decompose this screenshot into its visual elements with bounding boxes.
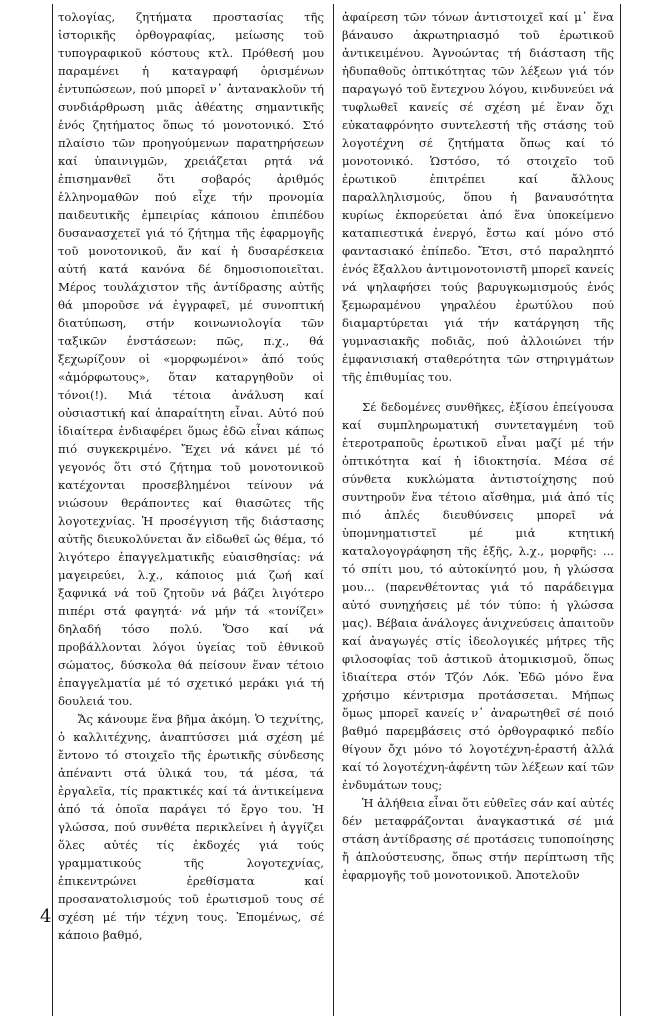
right-column-rule bbox=[620, 4, 621, 1016]
right-text-column bbox=[342, 8, 614, 1012]
left-column-rule bbox=[52, 4, 53, 1016]
left-text-column bbox=[58, 8, 324, 1012]
left-paragraph-1: τολογίας, ζητήματα προστασίας τῆς ἱστορικῆς ὀρθογραφίας, μείωσης τοῦ τυπογραφικοῦ κόστους κτλ. Πρόθεσή μου παραμένει ἡ καταγραφή ὁρισμένων ἐντυπώσεων, πού μπορεῖ ν᾽ ἀντανακλοῦν τή συνδιάρθρωση μιᾶς ἀθέατης σημαντικῆς ἑνός ζητήματος ὅπως τό μονοτονικό. Στό πλαίσιο τῶν προηγούμενων παρατηρήσεων καί ὑπαινιγμῶν, χρειάζεται ρητά νά ἐπισημανθεῖ ὅτι σοβαρός ἀριθμός ἑλληνομαθῶν πού εἶχε τήν προνομία παιδευτικῆς ἐμπειρίας κάποιου ἐπιπέδου δυσανασχετεῖ γιά τό ζήτημα τῆς ἐφαρμογῆς τοῦ μονοτονικοῦ, ἄν καί ἡ δυσαρέσκεια αὐτή κατά κανόνα δέ δημοσιοποιεῖται. Μέρος τουλάχιστον τῆς ἀντίδρασης αὐτῆς θά μποροῦσε νά ἐγγραφεῖ, μέ συνοπτική διατύπωση, στήν κοινωνιολογία τῶν ταξικῶν ἐνστάσεων: πῶς, π.χ., θά ξεχωρίζουν οἱ «μορφωμένοι» ἀπό τούς «ἀμόρφωτους», ὅταν καταργηθοῦν οἱ τόνοι(!). Μιά τέτοια ἀνάλυση καί οὐσιαστική καί ἀπαραίτητη εἶναι. Αὐτό πού ἰδιαίτερα ἐνδιαφέρει ὅμως ἐδῶ εἶναι κάπως πιό συγκεκριμένο. Ἔχει νά κάνει μέ τό γεγονός ὅτι στό ζήτημα τοῦ μονοτονικοῦ κατέχονται προσεβλημένοι τείνουν νά νιώσουν θεράποντες καί θιασῶτες τῆς λογοτεχνίας. Ἡ προσέγγιση τῆς διάστασης αὐτῆς διευκολύνεται ἄν εἰδωθεῖ ὡς θέμα, τό λιγότερο ἐπαγγελματικῆς εὐαισθησίας: νά μαγειρεύει, λ.χ., κάποιος μιά ζωή καί ξαφνικά νά τοῦ ζητοῦν νά βάζει λιγότερο πιπέρι στά φαγητά· νά μήν τά «τονίζει» δηλαδή τόσο πολύ. Ὅσο καί νά προβάλλονται λόγοι ὑγείας τοῦ ἐθνικοῦ σώματος, δύσκολα θά πείσουν ἕναν τέτοιο ἐπαγγελματία μέ τό σχετικό μεράκι γιά τή δουλειά του. bbox=[58, 10, 324, 708]
left-paragraph-2: Ἄς κάνουμε ἕνα βῆμα ἀκόμη. Ὁ τεχνίτης, ὁ καλλιτέχνης, ἀναπτύσσει μιά σχέση μέ ἔντονο τό στοιχεῖο τῆς ἐρωτικῆς σύνδεσης ἀπέναντι στά ὑλικά του, τά μέσα, τά ἐργαλεῖα, τίς πρακτικές καί τά ἀντικείμενα ἀπό τά ὁποῖα παράγει τό ἔργο του. Ἡ γλώσσα, πού συνθέτα περικλείνει ἡ ἀγγίζει ὅλες αὐτές τίς ἐκδοχές γιά τούς γραμματικούς τῆς λογοτεχνίας, ἐπικεντρώνει ἐρεθίσματα καί προσανατολισμούς τοῦ ἐρωτισμοῦ τους σέ σχέση μέ τήν τέχνη τους. Ἐπομένως, σέ κάποιο βαθμό, bbox=[58, 712, 324, 942]
right-paragraph-3: Ἡ ἀλήθεια εἶναι ὅτι εὐθεῖες σάν καί αὐτές δέν μεταφράζονται ἀναγκαστικά σέ μιά στάση ἀντίδρασης σέ προτάσεις τυποποίησης ἤ ἁπλούστευσης, ὅπως στήν περίπτωση τῆς ἐφαρμογῆς τοῦ μονοτονικοῦ. Ἀποτελοῦν bbox=[342, 796, 614, 882]
center-column-rule bbox=[333, 4, 334, 1016]
right-paragraph-1: ἀφαίρεση τῶν τόνων ἀντιστοιχεῖ καί μ᾽ ἕνα βάναυσο ἀκρωτηριασμό τοῦ ἐρωτικοῦ ἀντικειμένου. Ἀγνοώντας τή διάσταση τῆς ἡδυπαθοῦς ὀπτικότητας τῶν λέξεων γιά τόν παραγωγό τοῦ ἔντεχνου λόγου, κινδυνεύει νά τυφλωθεῖ κανείς σέ σχέση μέ ἕναν ὄχι εὐκαταφρόνητο συντελεστή τῆς στάσης τοῦ λογοτέχνη σέ ζητήματα ὅπως καί τό μονοτονικό. Ὡστόσο, τό στοιχεῖο τοῦ ἐρωτικοῦ ἐπιτρέπει καί ἄλλους παραλληλισμούς, ὅπου ἡ βαναυσότητα κυρίως ἐκπορεύεται ἀπό ἕνα ὑποκείμενο καταπιεστικά ἐνεργό, ἔστω καί μόνο στό φαντασιακό ἐπίπεδο. Ἔτσι, στό παραληπτό ἑνός ἔξαλλου ἀντιμονοτονιστῆ μπορεῖ κανείς νά ψηλαφήσει τούς βαρυγκωμισμούς ἑνός ξεμωραμένου γηραλέου ἐρωτύλου πού διαμαρτύρεται γιά τήν κατάργηση τῆς γυμνασιακῆς ποδιᾶς, πού ἀλλοιώνει τήν ἐμφανισιακή σταθερότητα τῶν στηριγμάτων τῆς ἐπιθυμίας του. bbox=[342, 10, 614, 384]
right-paragraph-2: Σέ δεδομένες συνθῆκες, ἐξίσου ἐπείγουσα καί συμπληρωματική συντεταγμένη τοῦ ἑτεροτραποῦς ἐρωτικοῦ εἶναι μαζί μέ τήν ὀπτικότητα καί ἡ ἰδιοκτησία. Μέσα σέ σύνθετα κυκλώματα ἀντιστοίχησης πού συντηροῦν ἕνα τέτοιο αἴσθημα, μιά ἀπό τίς πιό ἁπλές διευθύνσεις μπορεῖ νά ὑπομνηματιστεῖ μέ μιά κτητική καταλογογράφηση τῆς ἑξῆς, λ.χ., μορφῆς: ... τό σπίτι μου, τό αὐτοκίνητό μου, ἡ γλώσσα μου... (παρενθέτοντας γιά τό παράδειγμα αὐτό συνηχήσεις μέ τόν τύπο: ἡ γλώσσα μας). Βέβαια ἀνάλογες ἀνιχνεύσεις ἀπαιτοῦν καί ἀναγωγές στίς ἰδεολογικές μήτρες τῆς φιλοσοφίας τοῦ ἀστικοῦ ἀτομικισμοῦ, ὅπως ἰδιαίτερα στόν Τζόν Λόκ. Ἐδῶ μόνο ἕνα χρήσιμο κέντρισμα προτάσσεται. Μήπως ὅμως μπορεῖ κανείς ν᾽ ἀναρωτηθεῖ σέ ποιό βαθμό παρεμβάσεις στό ὀρθογραφικό πεδίο θίγουν ὄχι μόνο τό λογοτέχνη-ἐραστή ἀλλά καί τό λογοτέχνη-ἀφέντη τῶν λέξεων καί τῶν ἐνδυμάτων τους; bbox=[342, 400, 614, 792]
page-number: 4 bbox=[40, 906, 52, 927]
